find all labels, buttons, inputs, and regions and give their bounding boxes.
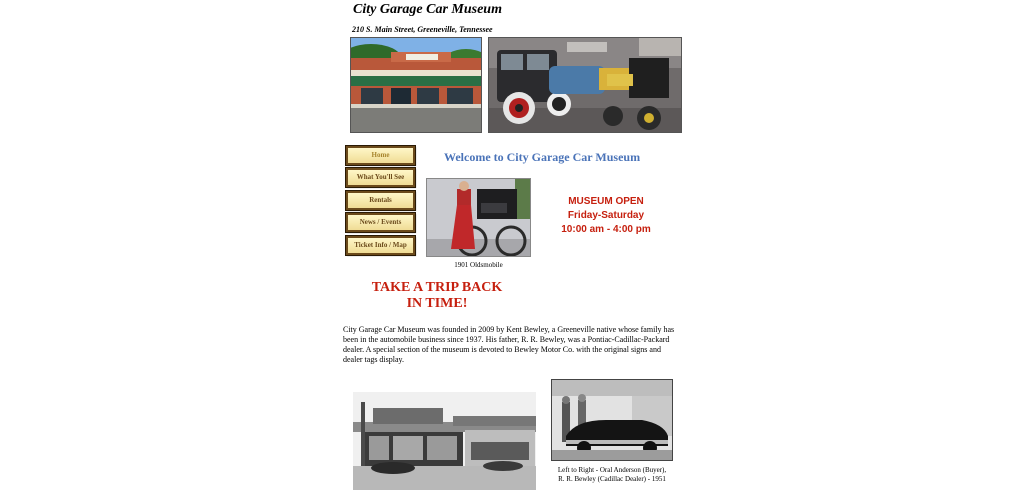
photo-caption-line-2: R. R. Bewley (Cadillac Dealer) - 1951	[558, 475, 666, 483]
address: 210 S. Main Street, Greeneville, Tennessee	[352, 25, 493, 34]
tagline-line-1: TAKE A TRIP BACK	[371, 280, 503, 295]
page-title: City Garage Car Museum	[353, 2, 502, 17]
nav-rentals-button[interactable]: Rentals	[346, 191, 415, 210]
hours-open-label: MUSEUM OPEN	[568, 196, 644, 207]
oldsmobile-caption: 1901 Oldsmobile	[454, 261, 503, 269]
storefront-photo	[350, 37, 482, 133]
hours-days: Friday-Saturday	[567, 210, 645, 221]
tagline-line-2: IN TIME!	[406, 296, 468, 311]
welcome-heading: Welcome to City Garage Car Museum	[444, 150, 641, 164]
nav-news-events-button[interactable]: News / Events	[346, 213, 415, 232]
museum-cars-photo	[488, 37, 682, 133]
cadillac-1951-photo	[551, 379, 673, 461]
photo-caption-line-1: Left to Right - Oral Anderson (Buyer),	[557, 466, 667, 474]
nav-ticket-info-map-button[interactable]: Ticket Info / Map	[346, 236, 415, 255]
tagline	[350, 280, 524, 312]
history-paragraph: City Garage Car Museum was founded in 2009 by Kent Bewley, a Greeneville native whose family has been in the automobile business since 1937. His father, R. R. Bewley, was a Pontiac-Cadillac-Packard dealer. A special section of the museum is devoted to Bewley Motor Co. with the original signs and dealer tags display.	[343, 325, 675, 364]
hours-time: 10:00 am - 4:00 pm	[561, 224, 651, 235]
oldsmobile-photo	[426, 178, 531, 257]
dealership-photo	[353, 392, 536, 490]
museum-hours	[550, 195, 662, 237]
nav-home-button[interactable]: Home	[346, 146, 415, 165]
nav-what-youll-see-button[interactable]: What You'll See	[346, 168, 415, 187]
photo-caption	[551, 466, 673, 484]
